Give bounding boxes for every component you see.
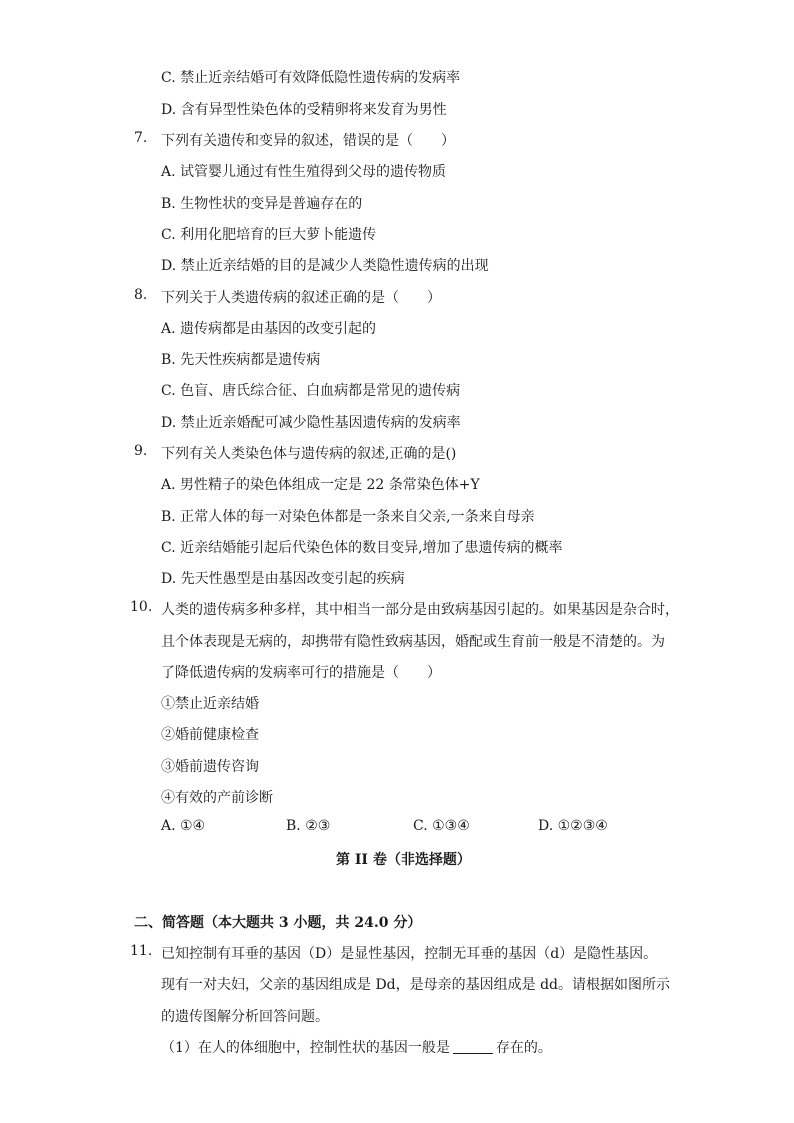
q10-number: 10. xyxy=(130,599,153,615)
answer-blank xyxy=(453,1039,493,1054)
q8-stem: 下列关于人类遗传病的叙述正确的是（ ） xyxy=(161,290,441,306)
section2-title: 二、简答题（本大题共 3 小题，共 24.0 分） xyxy=(134,915,422,931)
q11-sub1-suffix: 存在的。 xyxy=(495,1040,552,1056)
q8-option-d: D. 禁止近亲婚配可减少隐性基因遗传病的发病率 xyxy=(161,415,461,431)
q9-number: 9. xyxy=(134,443,148,459)
q9-option-a: A. 男性精子的染色体组成一定是 22 条常染色体+Y xyxy=(161,477,480,493)
q11-stem-line2: 现有一对夫妇，父亲的基因组成是 Dd，是母亲的基因组成是 dd。请根据如图所示 xyxy=(161,977,671,993)
q9-option-c: C. 近亲结婚能引起后代染色体的数目变异,增加了患遗传病的概率 xyxy=(161,540,563,556)
q7-option-c: C. 利用化肥培育的巨大萝卜能遗传 xyxy=(161,227,377,243)
q11-stem-line3: 的遗传图解分析回答问题。 xyxy=(161,1009,329,1025)
q10-item-4: ④有效的产前诊断 xyxy=(161,790,273,806)
q7-option-a: A. 试管婴儿通过有性生殖得到父母的遗传物质 xyxy=(161,164,447,180)
q6-option-c: C. 禁止近亲结婚可有效降低隐性遗传病的发病率 xyxy=(161,70,461,86)
q7-option-b: B. 生物性状的变异是普遍存在的 xyxy=(161,196,363,212)
q10-stem-line2: 且个体表现是无病的，却携带有隐性致病基因，婚配或生育前一般是不清楚的。为 xyxy=(161,634,665,650)
q10-stem-line1: 人类的遗传病多种多样，其中相当一部分是由致病基因引起的。如果基因是杂合时， xyxy=(161,602,679,618)
q6-option-d: D. 含有异型性染色体的受精卵将来发育为男性 xyxy=(161,102,447,118)
q7-option-d: D. 禁止近亲结婚的目的是减少人类隐性遗传病的出现 xyxy=(161,258,489,274)
q11-subquestion-1 xyxy=(161,1037,552,1057)
q7-number: 7. xyxy=(134,130,148,146)
q10-item-2: ②婚前健康检查 xyxy=(161,727,259,743)
q11-sub1-prefix: （1）在人的体细胞中，控制性状的基因一般是 xyxy=(161,1040,450,1056)
q10-option-b: B. ②③ xyxy=(286,818,331,834)
q10-stem-line3: 了降低遗传病的发病率可行的措施是（ ） xyxy=(161,665,441,681)
part2-title: 第 II 卷（非选择题） xyxy=(336,852,471,868)
q10-item-3: ③婚前遗传咨询 xyxy=(161,759,259,775)
q11-number: 11. xyxy=(130,943,153,959)
q8-option-b: B. 先天性疾病都是遗传病 xyxy=(161,352,321,368)
q7-stem: 下列有关遗传和变异的叙述，错误的是（ ） xyxy=(161,133,455,149)
q10-item-1: ①禁止近亲结婚 xyxy=(161,696,259,712)
q8-number: 8. xyxy=(134,287,148,303)
q10-option-c: C. ①③④ xyxy=(413,818,470,834)
q10-option-a: A. ①④ xyxy=(161,818,206,834)
q9-option-d: D. 先天性愚型是由基因改变引起的疾病 xyxy=(161,571,405,587)
q9-option-b: B. 正常人体的每一对染色体都是一条来自父亲,一条来自母亲 xyxy=(161,509,535,525)
q8-option-c: C. 色盲、唐氏综合征、白血病都是常见的遗传病 xyxy=(161,383,461,399)
q10-option-d: D. ①②③④ xyxy=(538,818,608,834)
q8-option-a: A. 遗传病都是由基因的改变引起的 xyxy=(161,321,377,337)
q9-stem: 下列有关人类染色体与遗传病的叙述,正确的是() xyxy=(161,446,457,462)
q11-stem-line1: 已知控制有耳垂的基因（D）是显性基因，控制无耳垂的基因（d）是隐性基因。 xyxy=(161,946,658,962)
